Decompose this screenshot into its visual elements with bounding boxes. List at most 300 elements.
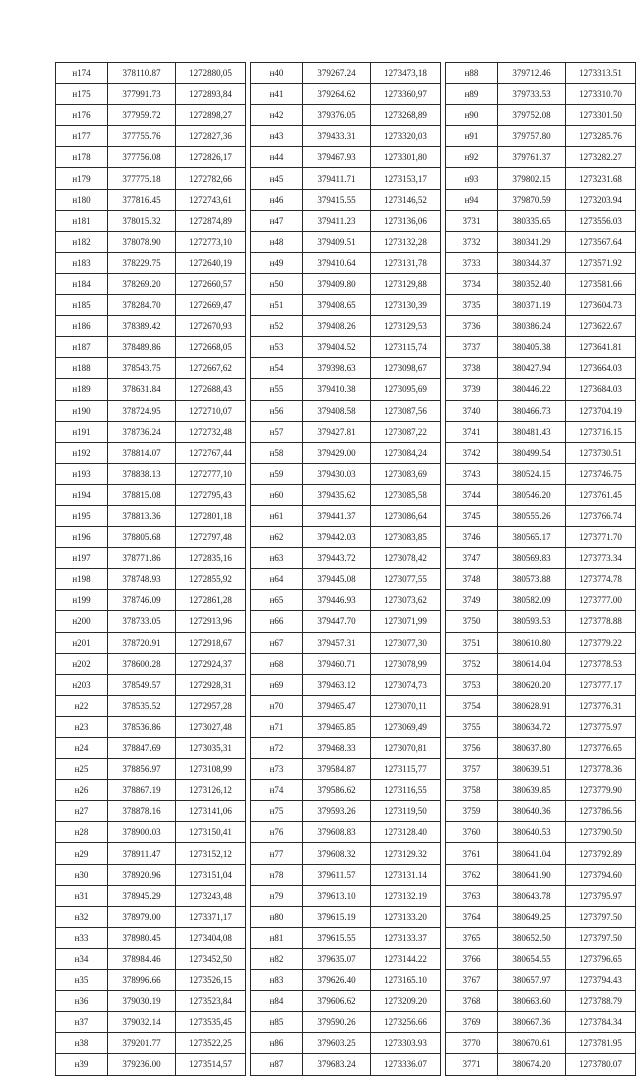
point-id-cell: н84 [251,991,303,1012]
x-coord-cell: 378724.95 [108,400,176,421]
table-row [56,421,636,442]
y-coord-cell: 1273083,85 [371,527,441,548]
y-coord-cell: 1273571.92 [566,252,636,273]
y-coord-cell: 1273085,58 [371,484,441,505]
x-coord-cell: 378600.28 [108,653,176,674]
point-id-cell: н70 [251,695,303,716]
point-id-cell: н194 [56,484,108,505]
point-id-cell: н179 [56,168,108,189]
x-coord-cell: 379870.59 [498,189,566,210]
x-coord-cell: 378389.42 [108,316,176,337]
table-row [56,780,636,801]
x-coord-cell: 378980.45 [108,927,176,948]
x-coord-cell: 379465.47 [303,695,371,716]
point-id-cell: 3745 [446,505,498,526]
y-coord-cell: 1273797.50 [566,906,636,927]
x-coord-cell: 378631.84 [108,379,176,400]
point-id-cell: н54 [251,358,303,379]
y-coord-cell: 1273794.60 [566,864,636,885]
x-coord-cell: 380582.09 [498,590,566,611]
point-id-cell: н50 [251,273,303,294]
x-coord-cell: 379427.81 [303,421,371,442]
y-coord-cell: 1272777,10 [176,463,246,484]
point-id-cell: н181 [56,210,108,231]
y-coord-cell: 1273746.75 [566,463,636,484]
point-id-cell: 3746 [446,527,498,548]
y-coord-cell: 1273129,53 [371,316,441,337]
y-coord-cell: 1273301,80 [371,147,441,168]
x-coord-cell: 379463.12 [303,674,371,695]
x-coord-cell: 380481.43 [498,421,566,442]
x-coord-cell: 379445.08 [303,569,371,590]
x-coord-cell: 379733.53 [498,84,566,105]
y-coord-cell: 1273144.22 [371,948,441,969]
x-coord-cell: 380446.22 [498,379,566,400]
y-coord-cell: 1272732,48 [176,421,246,442]
table-row [56,1033,636,1054]
point-id-cell: н196 [56,527,108,548]
x-coord-cell: 378269.20 [108,273,176,294]
point-id-cell: н45 [251,168,303,189]
table-row [56,463,636,484]
point-id-cell: н37 [56,1012,108,1033]
point-id-cell: н203 [56,674,108,695]
table-row [56,906,636,927]
point-id-cell: 3755 [446,716,498,737]
x-coord-cell: 379611.57 [303,864,371,885]
point-id-cell: н51 [251,295,303,316]
table-row [56,590,636,611]
table-row [56,505,636,526]
table-row [56,126,636,147]
x-coord-cell: 379608.83 [303,822,371,843]
x-coord-cell: 379712.46 [498,63,566,84]
y-coord-cell: 1273084,24 [371,442,441,463]
y-coord-cell: 1273313.51 [566,63,636,84]
x-coord-cell: 380639.51 [498,759,566,780]
x-coord-cell: 379411.71 [303,168,371,189]
table-row [56,147,636,168]
y-coord-cell: 1272801,18 [176,505,246,526]
y-coord-cell: 1273285.76 [566,126,636,147]
x-coord-cell: 379603.25 [303,1033,371,1054]
table-row [56,843,636,864]
x-coord-cell: 380335.65 [498,210,566,231]
y-coord-cell: 1273766.74 [566,505,636,526]
point-id-cell: н25 [56,759,108,780]
x-coord-cell: 379460.71 [303,653,371,674]
y-coord-cell: 1273243,48 [176,885,246,906]
y-coord-cell: 1272782,66 [176,168,246,189]
x-coord-cell: 378838.13 [108,463,176,484]
x-coord-cell: 379410.38 [303,379,371,400]
point-id-cell: н85 [251,1012,303,1033]
y-coord-cell: 1273126,12 [176,780,246,801]
x-coord-cell: 380524.15 [498,463,566,484]
table-row [56,358,636,379]
y-coord-cell: 1273320,03 [371,126,441,147]
point-id-cell: н187 [56,337,108,358]
x-coord-cell: 380667.36 [498,1012,566,1033]
x-coord-cell: 379409.51 [303,231,371,252]
y-coord-cell: 1273128.40 [371,822,441,843]
x-coord-cell: 378733.05 [108,611,176,632]
y-coord-cell: 1273078,42 [371,548,441,569]
table-row [56,1012,636,1033]
point-id-cell: 3763 [446,885,498,906]
point-id-cell: н58 [251,442,303,463]
x-coord-cell: 378771.86 [108,548,176,569]
point-id-cell: н67 [251,632,303,653]
y-coord-cell: 1273074,73 [371,674,441,695]
y-coord-cell: 1272670,93 [176,316,246,337]
y-coord-cell: 1273371,17 [176,906,246,927]
x-coord-cell: 379030.19 [108,991,176,1012]
y-coord-cell: 1273268,89 [371,105,441,126]
x-coord-cell: 379442.03 [303,527,371,548]
x-coord-cell: 379441.37 [303,505,371,526]
x-coord-cell: 380371.19 [498,295,566,316]
point-id-cell: н71 [251,716,303,737]
y-coord-cell: 1273130,39 [371,295,441,316]
y-coord-cell: 1272767,44 [176,442,246,463]
y-coord-cell: 1273086,64 [371,505,441,526]
point-id-cell: н175 [56,84,108,105]
y-coord-cell: 1272893,84 [176,84,246,105]
x-coord-cell: 377775.18 [108,168,176,189]
point-id-cell: н188 [56,358,108,379]
x-coord-cell: 378489.86 [108,337,176,358]
y-coord-cell: 1273087,56 [371,400,441,421]
point-id-cell: н86 [251,1033,303,1054]
point-id-cell: 3749 [446,590,498,611]
y-coord-cell: 1273098,67 [371,358,441,379]
point-id-cell: 3742 [446,442,498,463]
point-id-cell: н82 [251,948,303,969]
point-id-cell: н190 [56,400,108,421]
y-coord-cell: 1273070,11 [371,695,441,716]
x-coord-cell: 379615.19 [303,906,371,927]
y-coord-cell: 1273404,08 [176,927,246,948]
y-coord-cell: 1273522,25 [176,1033,246,1054]
y-coord-cell: 1273473,18 [371,63,441,84]
y-coord-cell: 1273077,55 [371,569,441,590]
table-row [56,252,636,273]
y-coord-cell: 1273778.53 [566,653,636,674]
point-id-cell: н90 [446,105,498,126]
x-coord-cell: 378847.69 [108,738,176,759]
point-id-cell: 3756 [446,738,498,759]
point-id-cell: н198 [56,569,108,590]
x-coord-cell: 379408.58 [303,400,371,421]
y-coord-cell: 1273115,74 [371,337,441,358]
point-id-cell: н189 [56,379,108,400]
y-coord-cell: 1272855,92 [176,569,246,590]
point-id-cell: н180 [56,189,108,210]
table-row [56,822,636,843]
x-coord-cell: 378746.09 [108,590,176,611]
y-coord-cell: 1273150,41 [176,822,246,843]
y-coord-cell: 1273730.51 [566,442,636,463]
y-coord-cell: 1273360,97 [371,84,441,105]
point-id-cell: н200 [56,611,108,632]
x-coord-cell: 378110.87 [108,63,176,84]
table-row [56,231,636,252]
point-id-cell: н83 [251,970,303,991]
x-coord-cell: 378878.16 [108,801,176,822]
point-id-cell: н56 [251,400,303,421]
point-id-cell: н40 [251,63,303,84]
x-coord-cell: 380652.50 [498,927,566,948]
x-coord-cell: 380670.61 [498,1033,566,1054]
y-coord-cell: 1273073,62 [371,590,441,611]
point-id-cell: н195 [56,505,108,526]
table-row [56,189,636,210]
y-coord-cell: 1273526,15 [176,970,246,991]
x-coord-cell: 379430.03 [303,463,371,484]
table-row [56,548,636,569]
table-row [56,948,636,969]
y-coord-cell: 1273129.32 [371,843,441,864]
point-id-cell: н80 [251,906,303,927]
point-id-cell: н61 [251,505,303,526]
point-id-cell: н88 [446,63,498,84]
point-id-cell: н91 [446,126,498,147]
point-id-cell: 3732 [446,231,498,252]
y-coord-cell: 1273303.93 [371,1033,441,1054]
point-id-cell: 3758 [446,780,498,801]
y-coord-cell: 1273129,88 [371,273,441,294]
point-id-cell: 3750 [446,611,498,632]
point-id-cell: н57 [251,421,303,442]
y-coord-cell: 1272874,89 [176,210,246,231]
y-coord-cell: 1273781.95 [566,1033,636,1054]
coordinates-table [55,62,636,1076]
y-coord-cell: 1272667,62 [176,358,246,379]
x-coord-cell: 378996.66 [108,970,176,991]
y-coord-cell: 1273077,30 [371,632,441,653]
x-coord-cell: 380555.26 [498,505,566,526]
table-row [56,1054,636,1075]
x-coord-cell: 379757.80 [498,126,566,147]
y-coord-cell: 1273776.31 [566,695,636,716]
point-id-cell: н48 [251,231,303,252]
point-id-cell: н183 [56,252,108,273]
table-row [56,611,636,632]
y-coord-cell: 1272660,57 [176,273,246,294]
point-id-cell: н72 [251,738,303,759]
x-coord-cell: 379408.65 [303,295,371,316]
x-coord-cell: 378813.36 [108,505,176,526]
point-id-cell: 3751 [446,632,498,653]
point-id-cell: 3737 [446,337,498,358]
y-coord-cell: 1273796.65 [566,948,636,969]
x-coord-cell: 380639.85 [498,780,566,801]
point-id-cell: 3735 [446,295,498,316]
y-coord-cell: 1273151,04 [176,864,246,885]
y-coord-cell: 1273209.20 [371,991,441,1012]
point-id-cell: 3739 [446,379,498,400]
y-coord-cell: 1273035,31 [176,738,246,759]
point-id-cell: н26 [56,780,108,801]
y-coord-cell: 1273777.17 [566,674,636,695]
y-coord-cell: 1272835,16 [176,548,246,569]
point-id-cell: 3733 [446,252,498,273]
x-coord-cell: 377959.72 [108,105,176,126]
y-coord-cell: 1272827,36 [176,126,246,147]
x-coord-cell: 378805.68 [108,527,176,548]
table-row [56,442,636,463]
point-id-cell: н59 [251,463,303,484]
point-id-cell: н185 [56,295,108,316]
y-coord-cell: 1273581.66 [566,273,636,294]
y-coord-cell: 1272743,61 [176,189,246,210]
x-coord-cell: 379593.26 [303,801,371,822]
y-coord-cell: 1273152,12 [176,843,246,864]
y-coord-cell: 1273231.68 [566,168,636,189]
x-coord-cell: 380466.73 [498,400,566,421]
point-id-cell: н77 [251,843,303,864]
point-id-cell: н79 [251,885,303,906]
point-id-cell: н178 [56,147,108,168]
y-coord-cell: 1273535,45 [176,1012,246,1033]
x-coord-cell: 380641.90 [498,864,566,885]
point-id-cell: 3766 [446,948,498,969]
y-coord-cell: 1273119,50 [371,801,441,822]
y-coord-cell: 1273133.37 [371,927,441,948]
y-coord-cell: 1273664.03 [566,358,636,379]
y-coord-cell: 1273788.79 [566,991,636,1012]
y-coord-cell: 1273777.00 [566,590,636,611]
x-coord-cell: 380565.17 [498,527,566,548]
y-coord-cell: 1272795,43 [176,484,246,505]
y-coord-cell: 1273704.19 [566,400,636,421]
x-coord-cell: 379398.63 [303,358,371,379]
x-coord-cell: 379404.52 [303,337,371,358]
point-id-cell: н182 [56,231,108,252]
point-id-cell: 3771 [446,1054,498,1075]
x-coord-cell: 380573.88 [498,569,566,590]
x-coord-cell: 379415.55 [303,189,371,210]
x-coord-cell: 379584.87 [303,759,371,780]
y-coord-cell: 1273136,06 [371,210,441,231]
x-coord-cell: 378945.29 [108,885,176,906]
y-coord-cell: 1273282.27 [566,147,636,168]
point-id-cell: 3753 [446,674,498,695]
table-row [56,484,636,505]
table-row [56,84,636,105]
point-id-cell: н27 [56,801,108,822]
point-id-cell: н24 [56,738,108,759]
x-coord-cell: 378536.86 [108,716,176,737]
point-id-cell: н62 [251,527,303,548]
x-coord-cell: 379752.08 [498,105,566,126]
point-id-cell: 3769 [446,1012,498,1033]
point-id-cell: н22 [56,695,108,716]
y-coord-cell: 1273604.73 [566,295,636,316]
point-id-cell: н193 [56,463,108,484]
point-id-cell: 3752 [446,653,498,674]
point-id-cell: н201 [56,632,108,653]
point-id-cell: 3747 [446,548,498,569]
x-coord-cell: 379447.70 [303,611,371,632]
y-coord-cell: 1272928,31 [176,674,246,695]
y-coord-cell: 1273761.45 [566,484,636,505]
x-coord-cell: 379264.62 [303,84,371,105]
point-id-cell: н78 [251,864,303,885]
x-coord-cell: 379608.32 [303,843,371,864]
x-coord-cell: 378911.47 [108,843,176,864]
point-id-cell: 3760 [446,822,498,843]
x-coord-cell: 380663.60 [498,991,566,1012]
point-id-cell: н184 [56,273,108,294]
point-id-cell: н38 [56,1033,108,1054]
y-coord-cell: 1273771.70 [566,527,636,548]
y-coord-cell: 1273071,99 [371,611,441,632]
table-row [56,400,636,421]
y-coord-cell: 1273784.34 [566,1012,636,1033]
y-coord-cell: 1272773,10 [176,231,246,252]
table-row [56,632,636,653]
point-id-cell: н191 [56,421,108,442]
x-coord-cell: 380352.40 [498,273,566,294]
point-id-cell: 3770 [446,1033,498,1054]
x-coord-cell: 380405.38 [498,337,566,358]
point-id-cell: 3768 [446,991,498,1012]
point-id-cell: 3734 [446,273,498,294]
x-coord-cell: 379435.62 [303,484,371,505]
y-coord-cell: 1273795.97 [566,885,636,906]
x-coord-cell: 379683.24 [303,1054,371,1075]
y-coord-cell: 1273131.14 [371,864,441,885]
y-coord-cell: 1273780.07 [566,1054,636,1075]
x-coord-cell: 379586.62 [303,780,371,801]
x-coord-cell: 378078.90 [108,231,176,252]
x-coord-cell: 380427.94 [498,358,566,379]
y-coord-cell: 1273774.78 [566,569,636,590]
point-id-cell: н46 [251,189,303,210]
point-id-cell: н43 [251,126,303,147]
y-coord-cell: 1273301.50 [566,105,636,126]
point-id-cell: 3757 [446,759,498,780]
table-row [56,63,636,84]
point-id-cell: н93 [446,168,498,189]
x-coord-cell: 377816.45 [108,189,176,210]
y-coord-cell: 1273684.03 [566,379,636,400]
point-id-cell: 3741 [446,421,498,442]
x-coord-cell: 380641.04 [498,843,566,864]
point-id-cell: н75 [251,801,303,822]
point-id-cell: н41 [251,84,303,105]
x-coord-cell: 380637.80 [498,738,566,759]
point-id-cell: н74 [251,780,303,801]
x-coord-cell: 378720.91 [108,632,176,653]
x-coord-cell: 378736.24 [108,421,176,442]
x-coord-cell: 380593.53 [498,611,566,632]
table-row [56,337,636,358]
point-id-cell: н36 [56,991,108,1012]
x-coord-cell: 379613.10 [303,885,371,906]
x-coord-cell: 380649.25 [498,906,566,927]
point-id-cell: н32 [56,906,108,927]
coordinates-document [55,62,636,1076]
point-id-cell: н47 [251,210,303,231]
point-id-cell: н34 [56,948,108,969]
point-id-cell: н49 [251,252,303,273]
point-id-cell: н177 [56,126,108,147]
table-row [56,716,636,737]
point-id-cell: 3738 [446,358,498,379]
